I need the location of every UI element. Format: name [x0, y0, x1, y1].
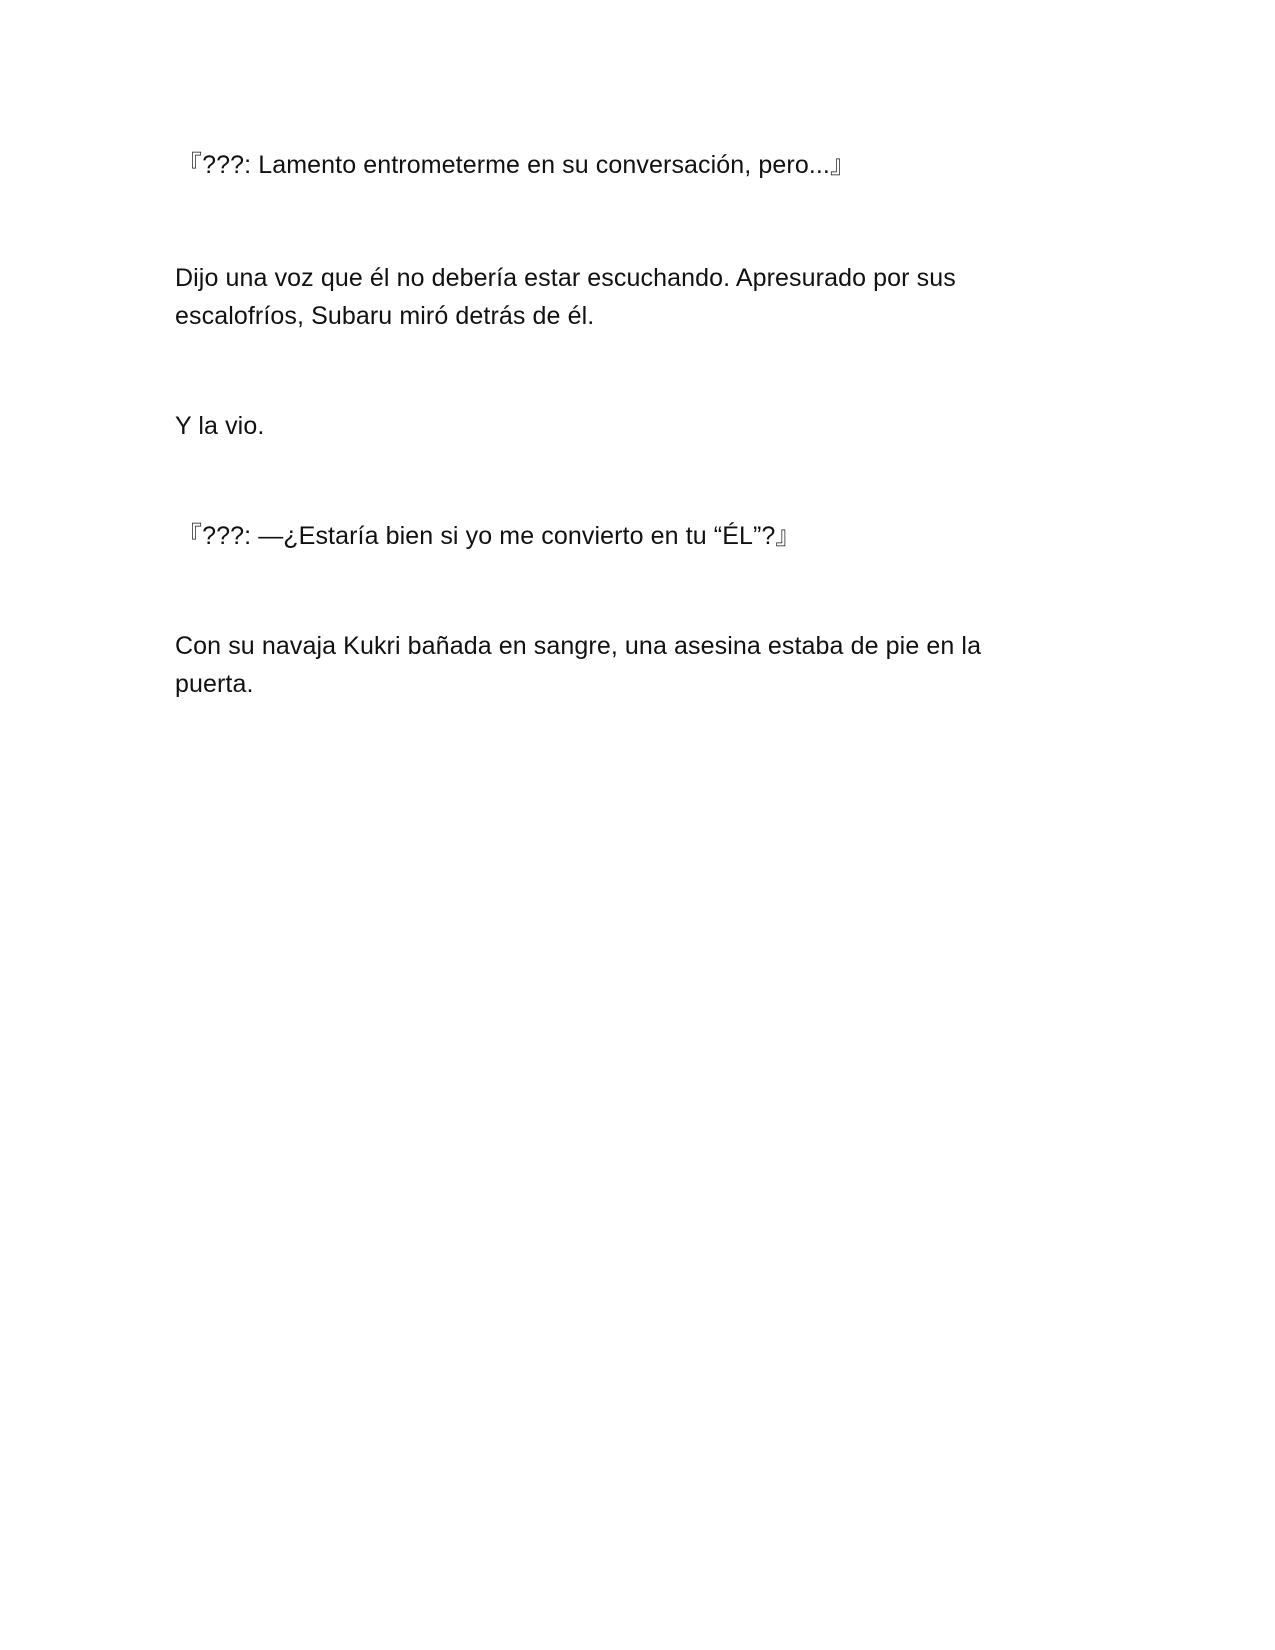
dialogue-line: 『???: —¿Estaría bien si yo me convierto en tu “ÉL”?』: [177, 522, 801, 550]
narration-paragraph: Y la vio.: [175, 412, 265, 440]
narration-paragraph: Con su navaja Kukri bañada en sangre, una asesina estaba de pie en la puerta.: [175, 632, 982, 698]
dialogue-line: 『???: Lamento entrometerme en su conversación, pero...』: [177, 151, 856, 179]
narration-paragraph: Dijo una voz que él no debería estar escuchando. Apresurado por sus escalofríos, Subaru miró detrás de él.: [175, 264, 956, 330]
